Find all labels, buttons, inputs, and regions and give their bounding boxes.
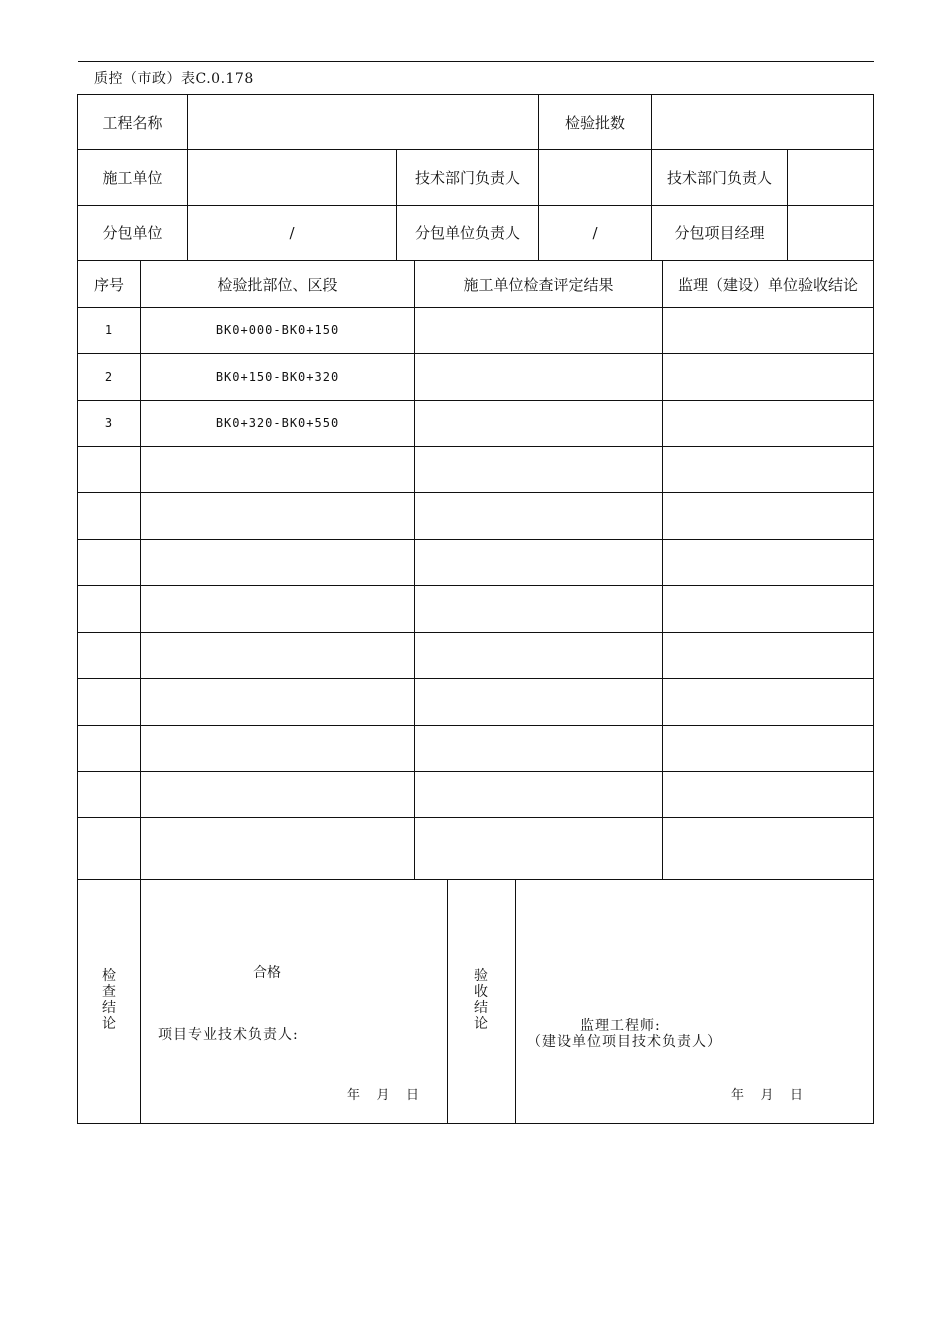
top-rule [78,61,874,62]
row-divider [78,678,873,679]
sub-pm-value[interactable] [788,205,873,260]
col-header-conclusion: 监理（建设）单位验收结论 [677,275,858,294]
check-signer: 项目专业技术负责人: [158,1027,299,1043]
divider [515,879,516,1123]
sub-lead-value[interactable]: / [592,223,598,242]
row-3-conclusion[interactable] [663,400,873,446]
row-2-result[interactable] [415,353,662,400]
form-code: 质控（市政）表C.0.178 [94,71,254,87]
contractor-value[interactable] [188,150,396,205]
divider [447,879,448,1123]
batch-count-value[interactable] [652,95,873,150]
divider [78,879,873,880]
row-1-conclusion[interactable] [663,307,873,353]
accept-signer-sub: （建设单位项目技术负责人） [527,1034,722,1050]
row-divider [78,492,873,493]
check-conclusion-label: 检 查 结 论 [102,968,116,1032]
batch-count-label: 检验批数 [564,114,625,132]
tech-lead-label-2: 技术部门负责人 [666,169,772,187]
row-divider [78,817,873,818]
row-divider [78,585,873,586]
row-2-section: BK0+150-BK0+320 [215,369,340,384]
accept-signer: 监理工程师: [580,1018,661,1034]
divider [140,879,141,1123]
row-2-no: 2 [104,369,114,384]
col-header-section: 检验批部位、区段 [217,275,338,294]
row-1-section: BK0+000-BK0+150 [215,323,340,337]
row-divider [78,539,873,540]
subcontractor-value[interactable]: / [289,223,295,242]
col-header-result: 施工单位检查评定结果 [463,275,614,294]
row-divider [78,446,873,447]
row-3-result[interactable] [415,400,662,446]
col-header-no: 序号 [93,275,124,294]
check-date[interactable]: 年 月 日 [347,1088,420,1103]
project-name-value[interactable] [188,95,538,150]
tech-lead-label-1: 技术部门负责人 [414,169,520,187]
row-divider [78,771,873,772]
tech-lead-value-1[interactable] [539,150,651,205]
check-result[interactable]: 合格 [253,965,281,981]
row-divider [78,632,873,633]
row-divider [78,725,873,726]
contractor-label: 施工单位 [102,169,163,187]
row-1-result[interactable] [415,307,662,353]
accept-conclusion-label: 验 收 结 论 [474,968,488,1032]
row-2-conclusion[interactable] [663,353,873,400]
project-name-label: 工程名称 [102,114,163,132]
tech-lead-value-2[interactable] [788,150,873,205]
row-1-no: 1 [104,323,114,337]
row-3-section: BK0+320-BK0+550 [215,416,340,430]
sub-lead-label: 分包单位负责人 [414,224,520,242]
sub-pm-label: 分包项目经理 [674,224,765,242]
accept-date[interactable]: 年 月 日 [731,1088,804,1103]
subcontractor-label: 分包单位 [102,224,163,242]
row-3-no: 3 [104,416,114,430]
